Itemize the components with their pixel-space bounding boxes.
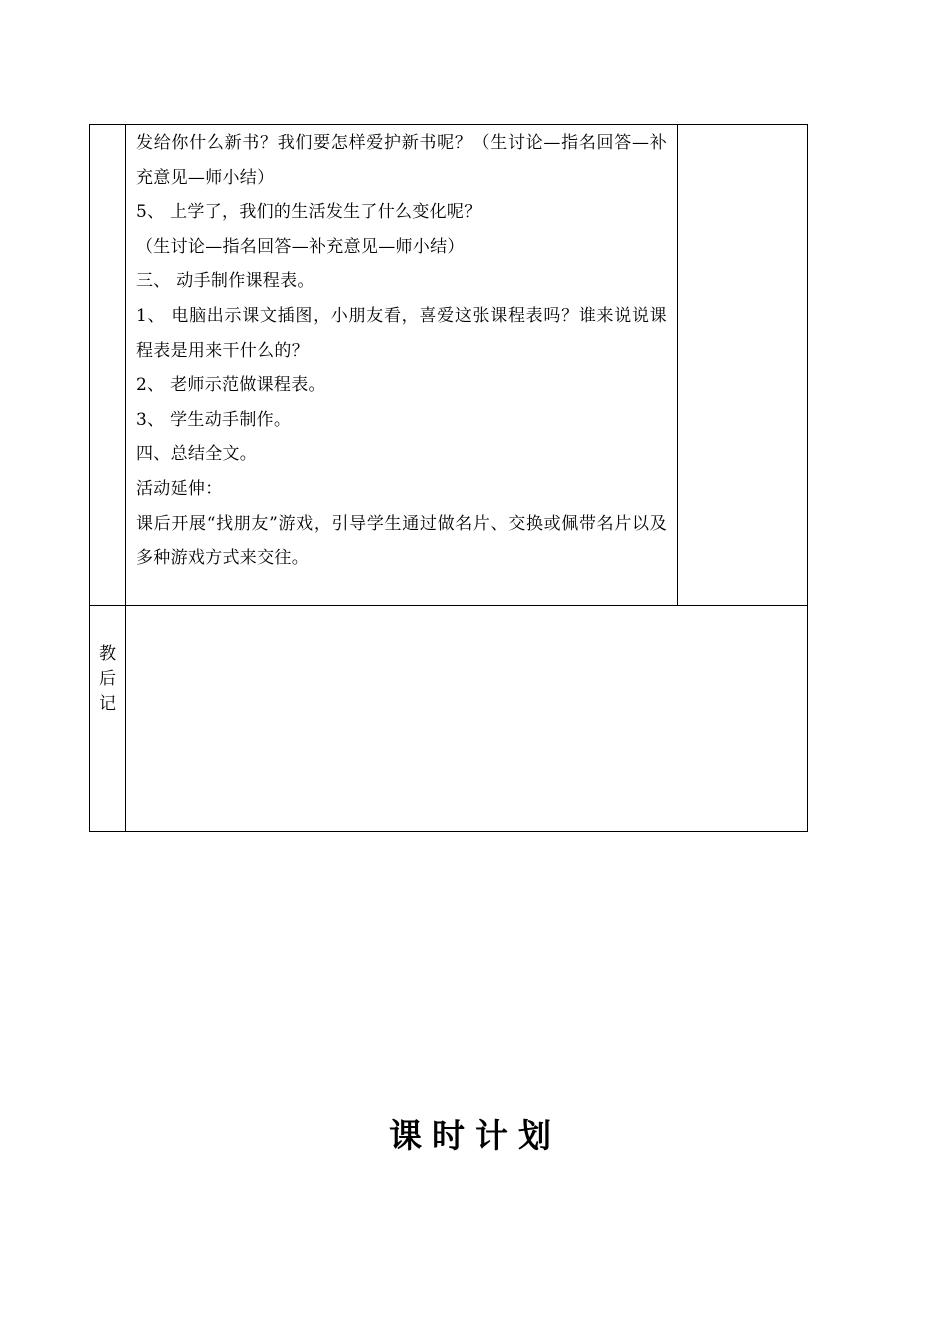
procedure-content: [126, 125, 677, 576]
procedure-line: 课后开展“找朋友”游戏，引导学生通过做名片、交换或佩带名片以及多种游戏方式来交往。: [136, 513, 667, 569]
post-lesson-notes-cell: [126, 606, 808, 832]
label-char: 记: [99, 694, 116, 714]
procedure-line: 活动延伸：: [136, 478, 223, 499]
procedure-line: 3、 学生动手制作。: [136, 409, 292, 430]
procedure-line: 发给你什么新书？我们要怎样爱护新书呢？（生讨论—指名回答—补充意见—师小结）: [136, 133, 667, 188]
procedure-row: [90, 125, 808, 606]
label-char: 后: [99, 669, 116, 689]
procedure-line: 三、 动手制作课程表。: [136, 271, 315, 292]
procedure-line: 2、 老师示范做课程表。: [136, 375, 326, 396]
procedure-line: 5、 上学了，我们的生活发生了什么变化呢？: [136, 202, 482, 223]
post-lesson-label: [90, 606, 125, 717]
notes-cell: [678, 125, 808, 606]
procedure-line: （生讨论—指名回答—补充意见—师小结）: [136, 236, 465, 257]
procedure-line: 四、总结全文。: [136, 444, 258, 465]
post-lesson-row: [90, 606, 808, 832]
procedure-line: 1、 电脑出示课文插图，小朋友看，喜爱这张课程表吗？谁来说说课程表是用来干什么的？: [136, 305, 667, 361]
post-lesson-label-cell: [90, 606, 126, 832]
page-title: 课时计划: [389, 1116, 561, 1155]
lesson-plan-table: [89, 124, 808, 832]
procedure-cell: [126, 125, 678, 606]
label-char: 教: [99, 644, 116, 664]
label-cell: [90, 125, 126, 606]
